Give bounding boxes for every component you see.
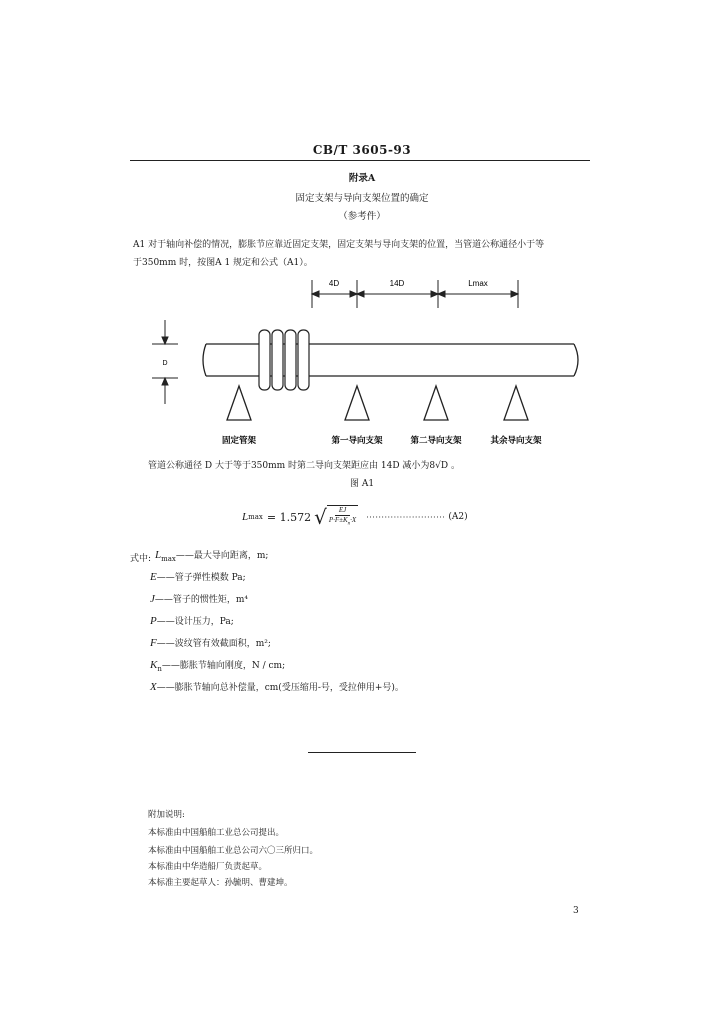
figure-caption: 图 A1 xyxy=(349,479,375,489)
definitions-intro: 式中: xyxy=(130,554,152,564)
formula-fraction xyxy=(327,505,358,528)
page-number: 3 xyxy=(573,906,579,916)
header-rule xyxy=(130,160,590,161)
paragraph-a1-line1: A1 对于轴向补偿的情况，膨胀节应靠近固定支架，固定支架与导向支架的位置，当管道公称通径小于等 xyxy=(133,240,545,250)
paragraph-a1 xyxy=(133,236,613,272)
definition-kn: $K_n——$膨胀节轴向刚度，N / cm; xyxy=(150,659,286,673)
formula-number: (A2) xyxy=(448,512,468,522)
additional-note-line: 本标准主要起草人：孙毓明、曹建坤。 xyxy=(148,878,293,888)
definition-x: X——膨胀节轴向总补偿量，cm(受压缩用-号，受拉伸用+号)。 xyxy=(150,681,404,693)
end-rule xyxy=(308,752,416,753)
formula-den-tail: ·X xyxy=(350,516,357,525)
figure-a1 xyxy=(0,268,724,458)
definition-j: J——管子的惯性矩，m⁴ xyxy=(150,593,249,605)
figure-caption-note: 管道公称通径 D 大于等于350mm 时第二导向支架距应由 14D 减小为8√D 。 xyxy=(148,461,460,471)
appendix-note: （参考件） xyxy=(338,211,386,222)
formula-denominator: P·F±K xyxy=(328,516,348,525)
first-guide-support-icon xyxy=(345,386,369,420)
definition-p: P——设计压力，Pa; xyxy=(150,615,234,627)
support-label-other-guide: 其余导向支架 xyxy=(490,435,542,445)
formula-numerator: EJ xyxy=(335,506,350,516)
formula-lhs-sub: max xyxy=(248,513,263,521)
dim-label-4d: 4D xyxy=(328,279,340,288)
dim-label-lmax: Lmax xyxy=(468,279,488,288)
additional-notes-title: 附加说明: xyxy=(148,810,185,820)
support-label-second-guide: 第二导向支架 xyxy=(410,435,462,445)
definition-e: E——管子弹性模数 Pa; xyxy=(150,571,246,583)
support-triangles xyxy=(227,386,528,420)
expansion-joint xyxy=(259,330,309,390)
dim-label-14d: 14D xyxy=(389,279,405,288)
formula-leader-dots: ·························· xyxy=(366,512,446,522)
formula-eq: = 1.572 xyxy=(266,510,312,524)
support-label-fixed: 固定管架 xyxy=(221,435,257,445)
fixed-support-icon xyxy=(227,386,251,420)
definition-lmax: $L_{max}——$最大导向距离，m; xyxy=(155,549,269,563)
second-guide-support-icon xyxy=(424,386,448,420)
sqrt-symbol: √ xyxy=(314,505,327,529)
definition-f: F——波纹管有效截面积，m²; xyxy=(150,637,271,649)
other-guide-support-icon xyxy=(504,386,528,420)
additional-note-line: 本标准由中国船舶工业总公司六〇三所归口。 xyxy=(148,846,319,856)
additional-note-line: 本标准由中华造船厂负责起草。 xyxy=(148,862,268,872)
diameter-label: D xyxy=(162,360,168,367)
formula-lhs: L xyxy=(242,511,249,523)
appendix-title: 附录A xyxy=(348,173,376,184)
additional-note-line: 本标准由中国船舶工业总公司提出。 xyxy=(148,828,285,838)
appendix-subtitle: 固定支架与导向支架位置的确定 xyxy=(295,193,429,204)
formula-a2 xyxy=(242,505,468,529)
standard-number: CB/T 3605-93 xyxy=(312,143,412,157)
formula-den-sub: n xyxy=(347,521,351,527)
paragraph-a1-line2: 于350mm 时，按图A 1 规定和公式（A1）。 xyxy=(133,258,313,268)
support-label-first-guide: 第一导向支架 xyxy=(331,435,383,445)
